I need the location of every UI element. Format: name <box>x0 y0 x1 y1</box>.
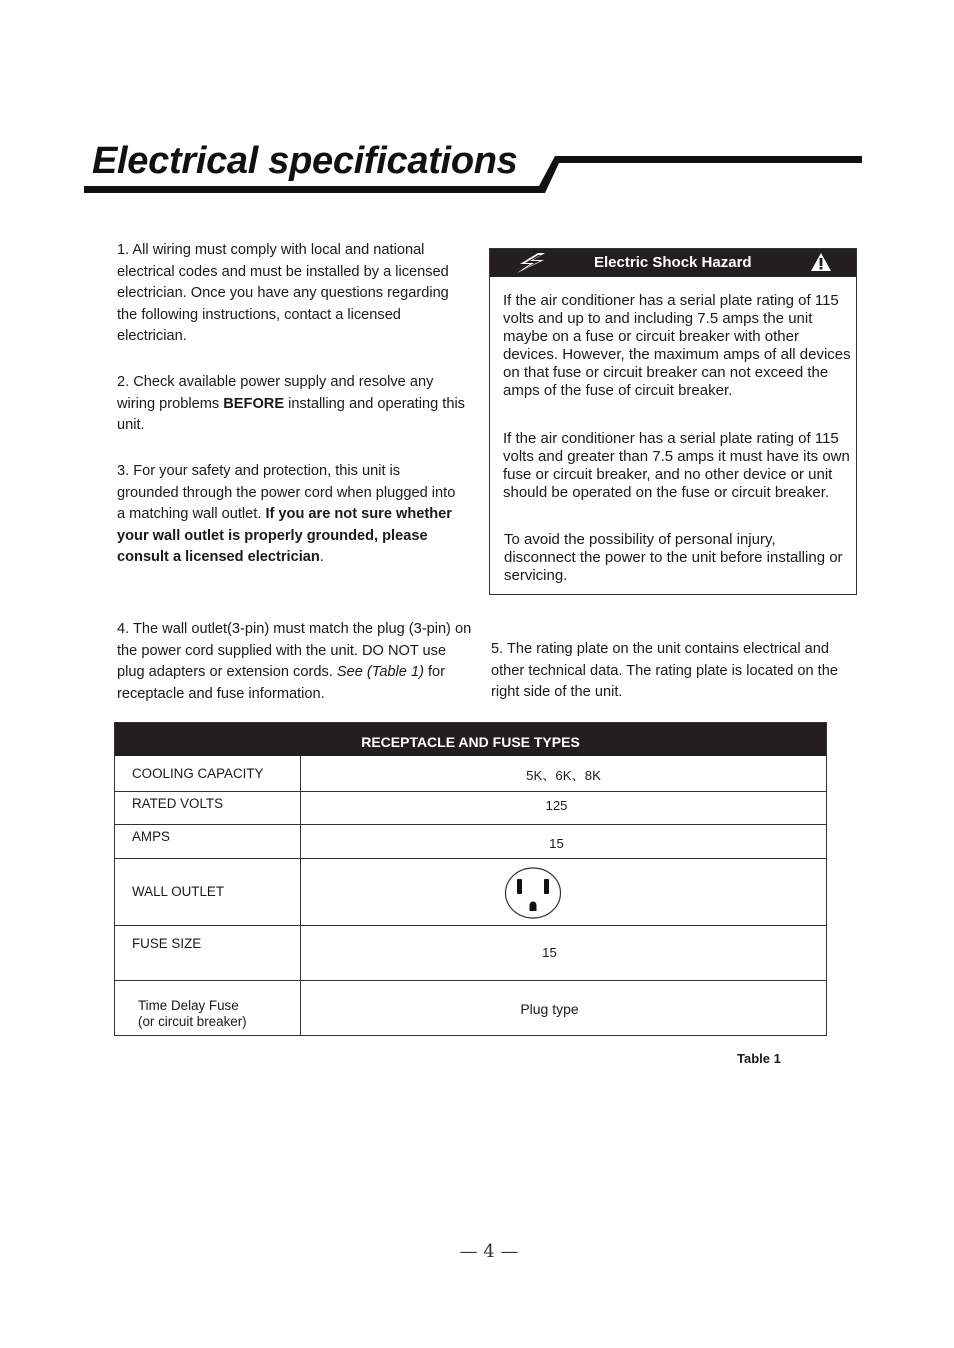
hazard-paragraph-1: If the air conditioner has a serial plate rating of 115 volts and up to and including 7.5 amps the unit maybe on a fuse or circuit breaker with other devices. However, the maximum amps of all devices on that fuse or circuit breaker can not exceed the amps of the fuse of circuit breaker. <box>503 292 851 399</box>
instruction-3 <box>117 461 463 569</box>
table-row-divider <box>115 980 826 981</box>
row-amps-label: AMPS <box>132 829 170 844</box>
row-wall-outlet-label: WALL OUTLET <box>132 884 225 899</box>
instruction-2 <box>117 372 473 437</box>
row-rated-volts-value: 125 <box>545 798 568 813</box>
hazard-title: Electric Shock Hazard <box>594 254 752 271</box>
instruction-2-emphasis: BEFORE <box>223 395 285 412</box>
instruction-4 <box>117 619 473 705</box>
hazard-header <box>490 249 856 277</box>
warning-triangle-icon <box>810 252 832 272</box>
instruction-4-table-ref: See (Table 1) <box>336 664 424 681</box>
instruction-3-end: . <box>319 549 324 566</box>
row-cooling-capacity-label: COOLING CAPACITY <box>132 766 264 781</box>
instruction-3-warning: If you are not sure whether your wall outlet is properly grounded, please consult a licensed electrician <box>117 506 452 566</box>
lightning-bolt-icon <box>514 252 548 274</box>
receptacle-fuse-table <box>114 722 827 1036</box>
instruction-4-text: 4. The wall outlet(3-pin) must match the plug (3-pin) on the power cord supplied with the unit. DO NOT use plug adapters or extension cords. <box>117 621 472 681</box>
page-title: Electrical specifications <box>92 140 518 182</box>
instruction-4-text-end: for receptacle and fuse information. <box>117 664 446 702</box>
row-cooling-capacity-value: 5K、6K、8K <box>526 768 601 783</box>
row-fuse-type-label-line1: Time Delay Fuse <box>138 998 239 1013</box>
table-caption: Table 1 <box>737 1051 781 1066</box>
table-header: RECEPTACLE AND FUSE TYPES <box>115 723 826 756</box>
row-rated-volts-label: RATED VOLTS <box>132 796 224 811</box>
instruction-2-text: 2. Check available power supply and resolve any wiring problems <box>117 374 434 412</box>
three-pin-outlet-icon <box>504 866 562 920</box>
table-row-divider <box>115 925 826 926</box>
hazard-paragraph-2: If the air conditioner has a serial plate rating of 115 volts and greater than 7.5 amps it must have its own fuse or circuit breaker, and no other device or unit should be operated on the fuse or circuit breaker. <box>503 430 850 501</box>
row-fuse-size-value: 15 <box>542 945 557 960</box>
table-row-divider <box>115 791 826 792</box>
row-fuse-type-label <box>138 998 247 1030</box>
row-fuse-size-label: FUSE SIZE <box>132 936 202 951</box>
row-amps-value: 15 <box>549 836 564 851</box>
hazard-paragraph-3: To avoid the possibility of personal injury, disconnect the power to the unit before installing or servicing. <box>504 531 843 584</box>
instruction-5: 5. The rating plate on the unit contains electrical and other technical data. The rating plate is located on the right side of the unit. <box>491 641 838 701</box>
instruction-1: 1. All wiring must comply with local and national electrical codes and must be installed by a licensed electrician. Once you have any questions regarding the following instructions, contact a licensed electrician. <box>117 242 449 345</box>
instruction-2-text-end: installing and operating this unit. <box>117 395 465 434</box>
title-underline-rule <box>0 0 954 260</box>
instruction-3-text: 3. For your safety and protection, this unit is grounded through the power cord when plugged into a matching wall outlet. <box>117 463 456 523</box>
page-number: — 4 — <box>459 1241 519 1262</box>
electric-shock-hazard-box <box>489 248 857 595</box>
table-row-divider <box>115 858 826 859</box>
row-fuse-type-label-line2: (or circuit breaker) <box>138 1014 247 1029</box>
table-row-divider <box>115 824 826 825</box>
row-fuse-type-value: Plug type <box>520 1001 579 1017</box>
